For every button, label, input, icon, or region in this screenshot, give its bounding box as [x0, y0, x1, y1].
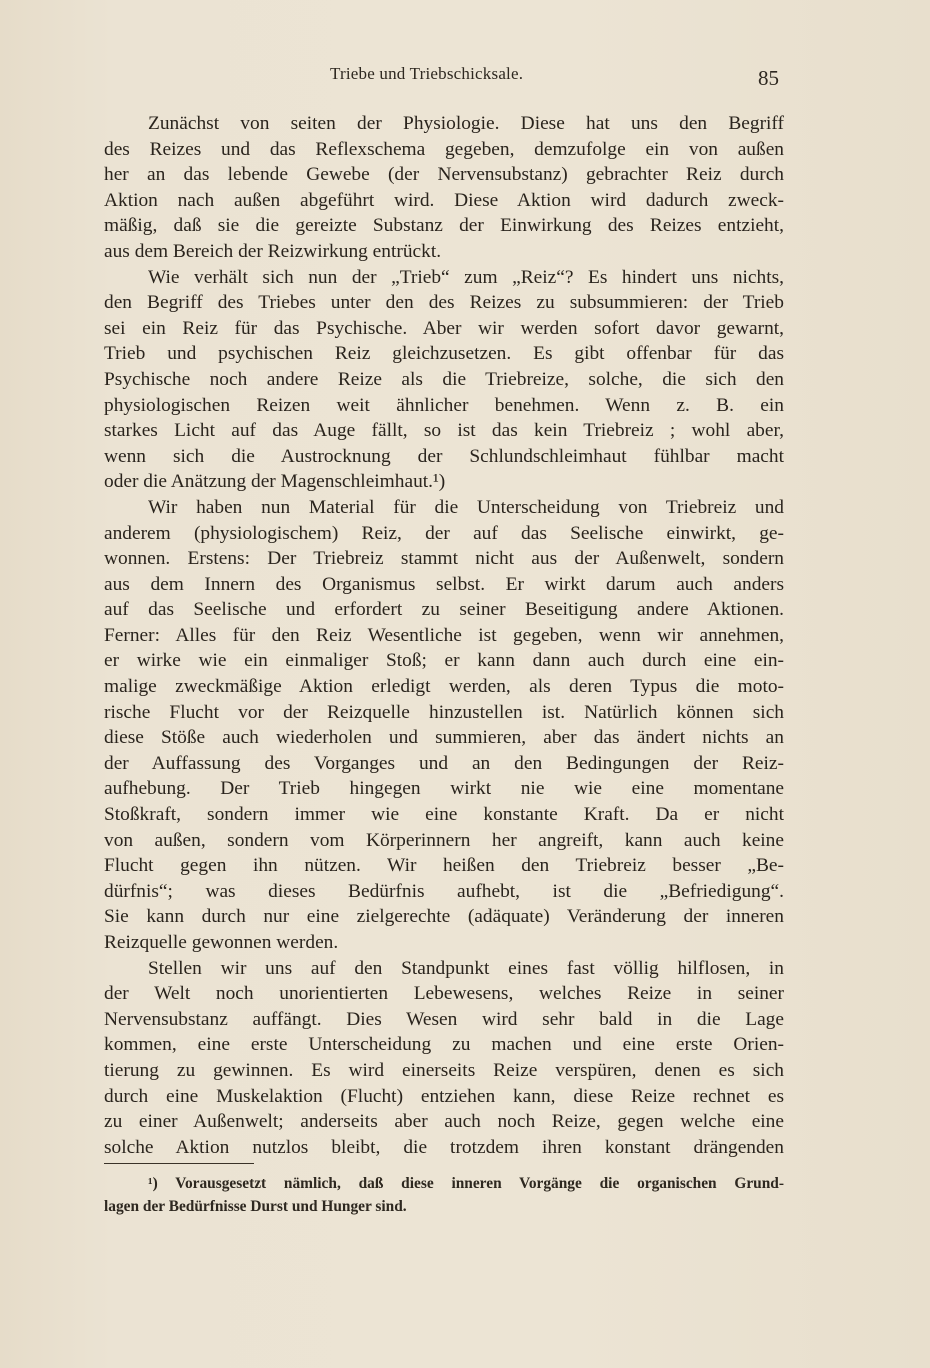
body-text-line: auf das Seelische und erfordert zu seiner Beseitigung andere Aktionen.: [104, 599, 784, 621]
body-text-line: tierung zu gewinnen. Es wird einerseits Reize verspüren, denen es sich: [104, 1059, 784, 1081]
body-text-line: her an das lebende Gewebe (der Nervensubstanz) gebrachter Reiz durch: [104, 164, 784, 186]
body-text-line: aus dem Innern des Organismus selbst. Er wirkt darum auch anders: [104, 573, 784, 595]
body-text-line: solche Aktion nutzlos bleibt, die trotzdem ihren konstant drängenden: [104, 1136, 784, 1158]
body-text-line: wonnen. Erstens: Der Triebreiz stammt nicht aus der Außenwelt, sondern: [104, 548, 784, 570]
footnote-divider: [104, 1163, 254, 1164]
body-text-line: Wir haben nun Material für die Unterscheidung von Triebreiz und: [148, 496, 784, 518]
body-text-line: Sie kann durch nur eine zielgerechte (adäquate) Veränderung der inneren: [104, 906, 784, 928]
body-text-line: dürfnis“; was dieses Bedürfnis aufhebt, ist die „Befriedigung“.: [104, 880, 784, 902]
body-text-line: Trieb und psychischen Reiz gleichzusetzen. Es gibt offenbar für das: [104, 343, 784, 365]
body-text-line: kommen, eine erste Unterscheidung zu machen und eine erste Orien-: [104, 1034, 784, 1056]
body-text-line: Zunächst von seiten der Physiologie. Diese hat uns den Begriff: [148, 113, 784, 134]
body-text-line: rische Flucht vor der Reizquelle hinzustellen ist. Natürlich können sich: [104, 701, 784, 723]
body-text-line: den Begriff des Triebes unter den des Reizes zu subsummieren: der Trieb: [104, 292, 784, 314]
body-text-line: wenn sich die Austrocknung der Schlundschleimhaut fühlbar macht: [104, 445, 784, 467]
body-text-line: starkes Licht auf das Auge fällt, so ist das kein Triebreiz ; wohl aber,: [104, 420, 784, 442]
running-head-title: Triebe und Triebschicksale.: [330, 64, 524, 83]
page-number: 85: [758, 66, 779, 90]
body-text-line: aus dem Bereich der Reizwirkung entrückt.: [104, 240, 442, 262]
body-text-line: aufhebung. Der Trieb hingegen wirkt nie wie eine momentane: [104, 778, 784, 800]
body-text-line: oder die Anätzung der Magenschleimhaut.¹): [104, 471, 446, 493]
body-text-line: diese Stöße auch wiederholen und summieren, aber das ändert nichts an: [104, 727, 784, 749]
body-text-line: zu einer Außenwelt; anderseits aber auch noch Reize, gegen welche eine: [104, 1111, 784, 1133]
body-text-line: malige zweckmäßige Aktion erledigt werden, als deren Typus die moto-: [104, 676, 784, 698]
body-text-line: durch eine Muskelaktion (Flucht) entziehen kann, diese Reize rechnet es: [104, 1085, 784, 1107]
main-text-block: [104, 111, 784, 1160]
body-text-line: Wie verhält sich nun der „Trieb“ zum „Reiz“? Es hindert uns nichts,: [148, 266, 784, 288]
body-text-line: Psychische noch andere Reize als die Triebreize, solche, die sich den: [104, 368, 784, 390]
body-text-line: anderem (physiologischem) Reiz, der auf das Seelische einwirkt, ge-: [104, 522, 784, 544]
footnote-text-line: lagen der Bedürfnisse Durst und Hunger sind.: [104, 1198, 407, 1215]
body-text-line: Nervensubstanz auffängt. Dies Wesen wird sehr bald in die Lage: [104, 1008, 784, 1030]
body-text-line: Stoßkraft, sondern immer wie eine konstante Kraft. Da er nicht: [104, 804, 784, 826]
body-text-line: er wirke wie ein einmaliger Stoß; er kann dann auch durch eine ein-: [104, 650, 784, 672]
body-text-line: sei ein Reiz für das Psychische. Aber wir werden sofort davor gewarnt,: [104, 317, 784, 339]
footnote-text-line: ¹) Vorausgesetzt nämlich, daß diese inneren Vorgänge die organischen Grund-: [148, 1175, 784, 1192]
body-text-line: physiologischen Reizen weit ähnlicher benehmen. Wenn z. B. ein: [104, 394, 784, 416]
body-text-line: mäßig, daß sie die gereizte Substanz der Einwirkung des Reizes entzieht,: [104, 215, 784, 237]
body-text-line: Stellen wir uns auf den Standpunkt eines fast völlig hilflosen, in: [148, 957, 784, 979]
body-text-line: von außen, sondern vom Körperinnern her angreift, kann auch keine: [104, 829, 784, 851]
body-text-line: des Reizes und das Reflexschema gegeben, demzufolge ein von außen: [104, 138, 784, 160]
body-text-line: Aktion nach außen abgeführt wird. Diese Aktion wird dadurch zweck-: [104, 189, 784, 211]
body-text-line: Ferner: Alles für den Reiz Wesentliche ist gegeben, wenn wir annehmen,: [104, 624, 784, 646]
body-text-line: Reizquelle gewonnen werden.: [104, 932, 339, 953]
body-text-line: Flucht gegen ihn nützen. Wir heißen den Triebreiz besser „Be-: [104, 855, 784, 877]
body-text-line: der Auffassung des Vorganges und an den Bedingungen der Reiz-: [104, 752, 784, 774]
body-text-line: der Welt noch unorientierten Lebewesens, welches Reize in seiner: [104, 983, 784, 1005]
footnote-block: [104, 1172, 784, 1218]
